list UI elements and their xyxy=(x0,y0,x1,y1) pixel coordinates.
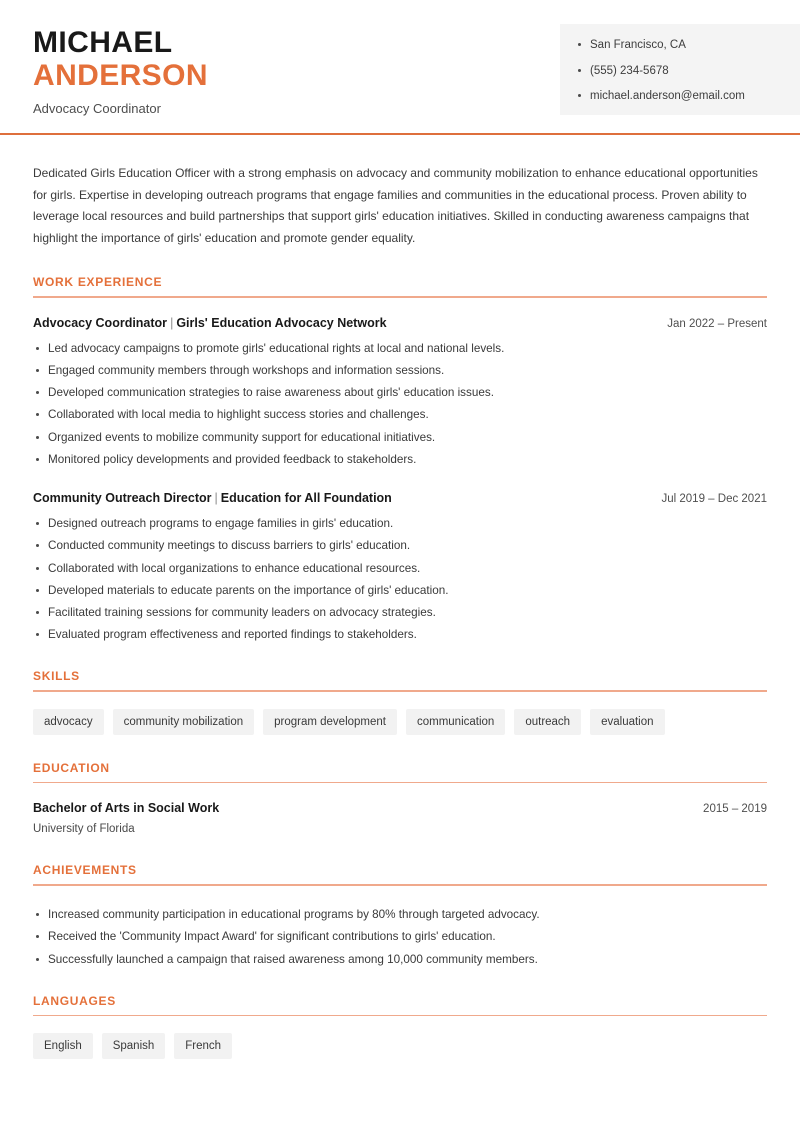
section-title-work-experience: WORK EXPERIENCE xyxy=(33,275,163,289)
contact-item-location: San Francisco, CA xyxy=(578,38,800,52)
section-divider-achievements xyxy=(33,884,767,886)
achievements-list xyxy=(33,907,767,968)
achievement-item: Increased community participation in educational programs by 80% through targeted advocacy. xyxy=(33,907,767,923)
section-title-education: EDUCATION xyxy=(33,760,110,775)
experience-bullet: Collaborated with local organizations to enhance educational resources. xyxy=(33,561,767,577)
education-date: 2015 – 2019 xyxy=(703,803,767,816)
section-achievements xyxy=(33,863,767,967)
experience-company: Education for All Foundation xyxy=(220,490,392,505)
achievement-item: Received the 'Community Impact Award' for significant contributions to girls' education. xyxy=(33,929,767,945)
section-divider-work-experience xyxy=(33,296,767,298)
experience-entry-header xyxy=(33,490,767,507)
skill-tag: advocacy xyxy=(33,709,104,735)
education-degree: Bachelor of Arts in Social Work xyxy=(33,801,220,816)
contact-info-box xyxy=(560,24,800,115)
education-entry xyxy=(33,800,767,837)
language-tag: French xyxy=(174,1033,232,1059)
experience-date: Jan 2022 – Present xyxy=(667,317,767,330)
experience-bullet: Developed communication strategies to raise awareness about girls' education issues. xyxy=(33,385,767,401)
section-divider-skills xyxy=(33,690,767,692)
contact-item-phone: (555) 234-5678 xyxy=(578,64,800,78)
contact-item-email: michael.anderson@email.com xyxy=(578,89,800,103)
languages-tag-list xyxy=(33,1033,767,1059)
experience-bullet: Engaged community members through workshops and information sessions. xyxy=(33,363,767,379)
experience-bullet: Designed outreach programs to engage families in girls' education. xyxy=(33,516,767,532)
experience-bullet: Developed materials to educate parents on the importance of girls' education. xyxy=(33,583,767,599)
skill-tag: outreach xyxy=(514,709,581,735)
language-tag: English xyxy=(33,1033,93,1059)
experience-bullet: Led advocacy campaigns to promote girls' educational rights at local and national levels. xyxy=(33,341,767,357)
experience-entry xyxy=(33,315,767,468)
section-divider-education xyxy=(33,782,767,784)
experience-company: Girls' Education Advocacy Network xyxy=(176,315,387,330)
professional-summary: Dedicated Girls Education Officer with a strong emphasis on advocacy and community mobilization to enhance educational opportunities for girls. Expertise in developing outreach programs that engage families and communities in the educational process. Proven ability to leverage local resources and build partnerships that support girls' education initiatives. Skilled in conducting awareness campaigns that highlight the importance of girls' education and promote gender equality. xyxy=(33,166,758,245)
resume-body xyxy=(0,163,800,1059)
skill-tag: evaluation xyxy=(590,709,664,735)
identity-block xyxy=(33,26,208,117)
skill-tag: community mobilization xyxy=(113,709,255,735)
experience-entry xyxy=(33,490,767,643)
experience-entry-header xyxy=(33,315,767,332)
section-work-experience xyxy=(33,275,767,643)
section-title-achievements: ACHIEVEMENTS xyxy=(33,863,137,878)
skills-tag-list xyxy=(33,709,767,735)
resume-header xyxy=(0,0,800,136)
education-school: University of Florida xyxy=(33,823,135,836)
experience-bullet: Evaluated program effectiveness and reported findings to stakeholders. xyxy=(33,627,767,643)
experience-role: Advocacy Coordinator xyxy=(33,315,168,330)
experience-bullet-list xyxy=(33,516,767,643)
section-title-skills: SKILLS xyxy=(33,669,80,684)
achievement-item: Successfully launched a campaign that raised awareness among 10,000 community members. xyxy=(33,952,767,968)
header-divider xyxy=(0,133,800,135)
section-divider-languages xyxy=(33,1015,767,1017)
experience-title-line xyxy=(33,315,387,331)
education-entry-header xyxy=(33,800,767,817)
section-skills xyxy=(33,669,767,735)
experience-bullet: Facilitated training sessions for community leaders on advocacy strategies. xyxy=(33,605,767,621)
experience-title-line xyxy=(33,490,392,506)
experience-role: Community Outreach Director xyxy=(33,490,212,505)
first-name: MICHAEL xyxy=(33,26,173,59)
experience-separator: | xyxy=(170,315,174,330)
experience-date: Jul 2019 – Dec 2021 xyxy=(661,492,767,505)
section-languages xyxy=(33,994,767,1060)
header-job-title: Advocacy Coordinator xyxy=(33,101,161,116)
last-name: ANDERSON xyxy=(33,59,208,92)
skill-tag: program development xyxy=(263,709,397,735)
language-tag: Spanish xyxy=(102,1033,166,1059)
contact-list xyxy=(578,38,800,103)
experience-bullet: Collaborated with local media to highlight success stories and challenges. xyxy=(33,407,767,423)
experience-separator: | xyxy=(214,490,218,505)
experience-bullet: Organized events to mobilize community support for educational initiatives. xyxy=(33,430,767,446)
experience-bullet-list xyxy=(33,341,767,468)
experience-bullet: Conducted community meetings to discuss barriers to girls' education. xyxy=(33,538,767,554)
experience-bullet: Monitored policy developments and provided feedback to stakeholders. xyxy=(33,452,767,468)
skill-tag: communication xyxy=(406,709,505,735)
section-title-languages: LANGUAGES xyxy=(33,993,116,1008)
section-education xyxy=(33,761,767,838)
